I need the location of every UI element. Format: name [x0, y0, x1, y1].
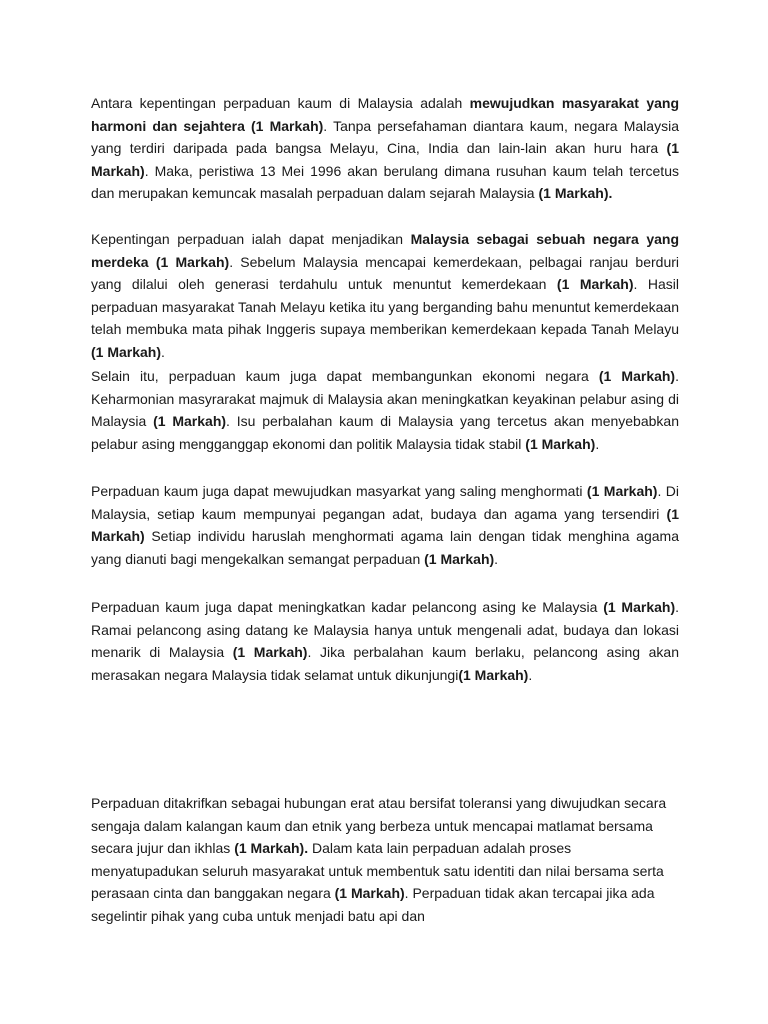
text-run: Perpaduan kaum juga dapat meningkatkan kadar pelancong asing ke Malaysia: [91, 599, 604, 615]
text-run: .: [494, 550, 499, 567]
paragraph-harmoni: [91, 92, 679, 205]
bold-text-run: (1 Markah): [232, 644, 308, 660]
text-run: . Hasil perpaduan masyarakat Tanah Melayu ketika itu yang berganding bahu menuntut kemerdekaan telah membuka mata pihak Inggeris supaya memberikan kemerdekaan kepada Tanah Melayu: [91, 276, 679, 337]
text-run: . Maka, peristiwa 13 Mei 1996 akan berulang dimana rusuhan kaum telah tercetus dan merupakan kemuncak masalah perpaduan dalam sejarah Malaysia: [91, 162, 679, 201]
text-run: . Keharmonian masyrarakat majmuk di Malaysia akan meningkatkan keyakinan pelabur asing di Malaysia: [91, 368, 679, 429]
bold-text-run: (1 Markah): [525, 435, 596, 452]
text-run: . Perpaduan tidak akan tercapai jika ada segelintir pihak yang cuba untuk menjadi batu api dan: [91, 885, 655, 924]
bold-text-run: (1 Markah): [556, 276, 634, 292]
text-run: Antara kepentingan perpaduan kaum di Malaysia adalah: [91, 95, 470, 111]
text-run: . Sebelum Malaysia mencapai kemerdekaan, pelbagai ranjau berduri yang dilalui oleh generasi terdahulu untuk menuntut kemerdekaan: [91, 253, 679, 292]
bold-text-run: (1 Markah): [91, 343, 162, 360]
bold-text-run: Malaysia sebagai sebuah negara yang merdeka (1 Markah): [91, 231, 679, 270]
text-run: . Tanpa persefahaman diantara kaum, negara Malaysia yang terdiri daripada pada bangsa Melayu, Cina, India dan lain-lain akan huru hara: [91, 117, 679, 156]
text-run: . Di Malaysia, setiap kaum mempunyai pegangan adat, budaya dan agama yang tersendiri: [91, 483, 680, 522]
text-run: .: [528, 666, 533, 683]
text-run: Setiap individu haruslah menghormati agama lain dengan tidak menghina agama yang dianuti bagi mengekalkan semangat perpaduan: [91, 528, 679, 567]
text-run: . Jika perbalahan kaum berlaku, pelancong asing akan merasakan negara Malaysia tidak selamat untuk dikunjungi: [91, 644, 679, 683]
bold-text-run: (1 Markah): [603, 599, 676, 615]
bold-text-run: (1 Markah): [153, 413, 227, 429]
text-run: .: [161, 343, 165, 360]
text-run: . Isu perbalahan kaum di Malaysia yang tercetus akan menyebabkan pelabur asing mengganggap ekonomi dan politik Malaysia tidak stabil: [91, 413, 679, 452]
paragraph-definisi: [91, 792, 681, 927]
bold-text-run: (1 Markah): [91, 140, 679, 179]
paragraph-pelancong: [91, 596, 679, 686]
paragraph-ekonomi: [91, 365, 679, 455]
text-run: Selain itu, perpaduan kaum juga dapat membangunkan ekonomi negara: [91, 368, 599, 384]
bold-text-run: mewujudkan masyarakat yang harmoni dan sejahtera (1 Markah): [91, 95, 679, 134]
paragraph-merdeka: [91, 228, 679, 363]
bold-text-run: (1 Markah): [91, 505, 679, 544]
bold-text-run: (1 Markah): [598, 368, 676, 384]
bold-text-run: (1 Markah).: [538, 185, 613, 201]
text-run: .: [595, 435, 600, 452]
bold-text-run: (1 Markah): [424, 550, 495, 567]
text-run: . Ramai pelancong asing datang ke Malaysia hanya untuk mengenali adat, budaya dan lokasi menarik di Malaysia: [91, 599, 679, 660]
bold-text-run: (1 Markah): [586, 483, 658, 499]
text-run: Dalam kata lain perpaduan adalah proses menyatupadukan seluruh masyarakat untuk membentuk satu identiti dan nilai bersama serta perasaan cinta dan banggakan negara: [91, 840, 664, 901]
paragraph-menghormati: [91, 480, 679, 570]
bold-text-run: (1 Markah): [458, 666, 529, 683]
text-run: Kepentingan perpaduan ialah dapat menjadikan: [91, 231, 411, 247]
bold-text-run: (1 Markah): [334, 885, 405, 901]
text-run: Perpaduan ditakrifkan sebagai hubungan erat atau bersifat toleransi yang diwujudkan secara sengaja dalam kalangan kaum dan etnik yang berbeza untuk mencapai matlamat bersama secara jujur dan ikhlas: [91, 795, 667, 856]
text-run: Perpaduan kaum juga dapat mewujudkan masyarkat yang saling menghormati: [91, 483, 587, 499]
bold-text-run: (1 Markah).: [234, 840, 309, 856]
